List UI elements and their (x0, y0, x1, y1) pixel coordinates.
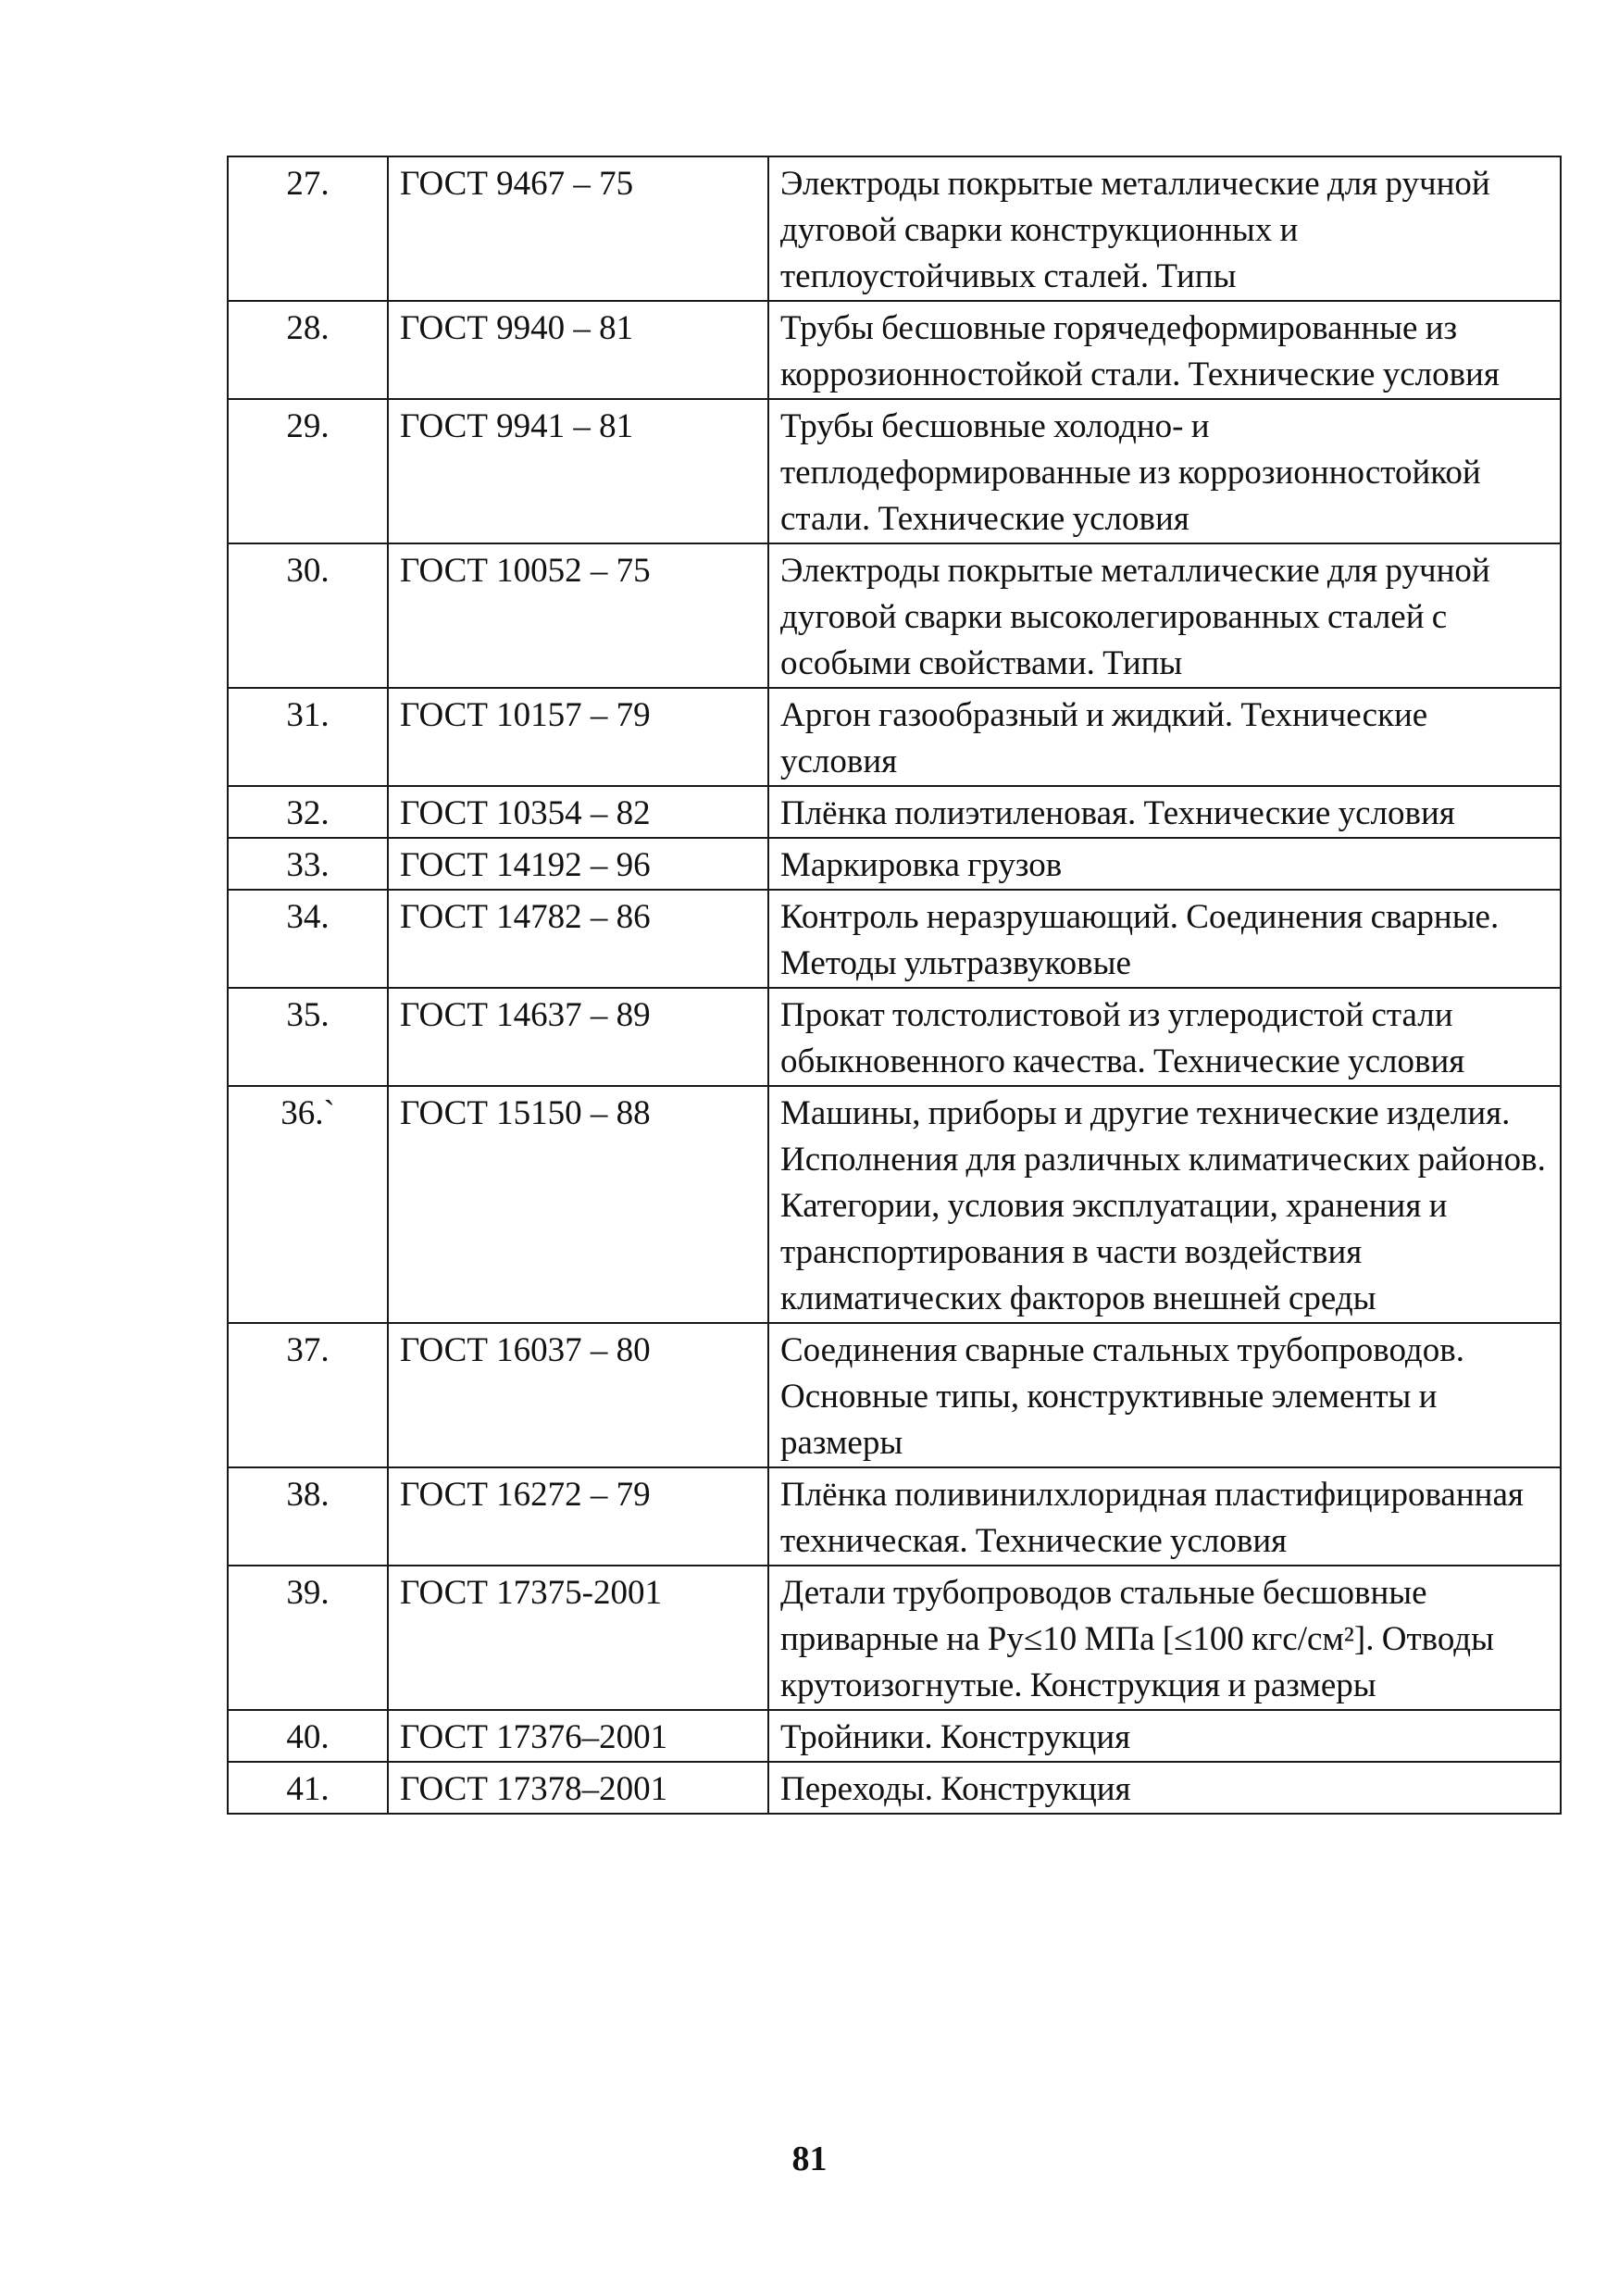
row-number-cell: 41. (228, 1762, 388, 1814)
row-number-cell: 28. (228, 301, 388, 399)
standard-title-cell: Электроды покрытые металлические для ручной дуговой сварки высоколегированных сталей с особыми свойствами. Типы (768, 543, 1561, 688)
row-number-cell: 31. (228, 688, 388, 786)
standard-code-cell: ГОСТ 14782 – 86 (388, 890, 768, 988)
row-number-cell: 27. (228, 156, 388, 301)
standard-code-cell: ГОСТ 9467 – 75 (388, 156, 768, 301)
standard-code-cell: ГОСТ 15150 – 88 (388, 1086, 768, 1323)
standard-title-cell: Контроль неразрушающий. Соединения сварные. Методы ультразвуковые (768, 890, 1561, 988)
row-number-cell: 32. (228, 786, 388, 838)
standard-title-cell: Электроды покрытые металлические для ручной дуговой сварки конструкционных и теплоустойчивых сталей. Типы (768, 156, 1561, 301)
table-row (228, 1566, 1561, 1710)
standards-table-body (228, 156, 1561, 1814)
standard-code-cell: ГОСТ 9941 – 81 (388, 399, 768, 543)
standard-title-cell: Трубы бесшовные горячедеформированные из коррозионностойкой стали. Технические условия (768, 301, 1561, 399)
standard-code-cell: ГОСТ 10157 – 79 (388, 688, 768, 786)
table-row (228, 399, 1561, 543)
standard-code-cell: ГОСТ 14192 – 96 (388, 838, 768, 890)
standard-title-cell: Трубы бесшовные холодно- и теплодеформированные из коррозионностойкой стали. Технические условия (768, 399, 1561, 543)
standard-title-cell: Маркировка грузов (768, 838, 1561, 890)
table-row (228, 1467, 1561, 1566)
standards-table (227, 156, 1562, 1815)
standard-code-cell: ГОСТ 10052 – 75 (388, 543, 768, 688)
table-row (228, 301, 1561, 399)
table-row (228, 988, 1561, 1086)
row-number-cell: 36.` (228, 1086, 388, 1323)
standard-code-cell: ГОСТ 14637 – 89 (388, 988, 768, 1086)
standard-title-cell: Тройники. Конструкция (768, 1710, 1561, 1762)
standard-title-cell: Аргон газообразный и жидкий. Технические условия (768, 688, 1561, 786)
row-number-cell: 34. (228, 890, 388, 988)
row-number-cell: 30. (228, 543, 388, 688)
standard-title-cell: Плёнка полиэтиленовая. Технические условия (768, 786, 1561, 838)
table-row (228, 786, 1561, 838)
standard-code-cell: ГОСТ 17378–2001 (388, 1762, 768, 1814)
row-number-cell: 37. (228, 1323, 388, 1467)
row-number-cell: 29. (228, 399, 388, 543)
standard-title-cell: Прокат толстолистовой из углеродистой стали обыкновенного качества. Технические условия (768, 988, 1561, 1086)
standard-code-cell: ГОСТ 17376–2001 (388, 1710, 768, 1762)
standard-code-cell: ГОСТ 9940 – 81 (388, 301, 768, 399)
table-row (228, 890, 1561, 988)
table-row (228, 1710, 1561, 1762)
standard-code-cell: ГОСТ 16272 – 79 (388, 1467, 768, 1566)
row-number-cell: 40. (228, 1710, 388, 1762)
row-number-cell: 38. (228, 1467, 388, 1566)
table-row (228, 1762, 1561, 1814)
table-row (228, 156, 1561, 301)
table-row (228, 838, 1561, 890)
row-number-cell: 35. (228, 988, 388, 1086)
page-number: 81 (791, 2140, 828, 2178)
table-row (228, 1323, 1561, 1467)
standard-title-cell: Переходы. Конструкция (768, 1762, 1561, 1814)
standard-title-cell: Плёнка поливинилхлоридная пластифицированная техническая. Технические условия (768, 1467, 1561, 1566)
row-number-cell: 39. (228, 1566, 388, 1710)
table-row (228, 688, 1561, 786)
standard-title-cell: Детали трубопроводов стальные бесшовные приварные на Pу≤10 МПа [≤100 кгс/см²]. Отводы крутоизогнутые. Конструкция и размеры (768, 1566, 1561, 1710)
standard-code-cell: ГОСТ 10354 – 82 (388, 786, 768, 838)
standard-title-cell: Соединения сварные стальных трубопроводов. Основные типы, конструктивные элементы и размеры (768, 1323, 1561, 1467)
standard-title-cell: Машины, приборы и другие технические изделия. Исполнения для различных климатических районов. Категории, условия эксплуатации, хранения и транспортирования в части воздействия климатических факторов внешней среды (768, 1086, 1561, 1323)
table-row (228, 543, 1561, 688)
table-row (228, 1086, 1561, 1323)
row-number-cell: 33. (228, 838, 388, 890)
standard-code-cell: ГОСТ 16037 – 80 (388, 1323, 768, 1467)
standard-code-cell: ГОСТ 17375-2001 (388, 1566, 768, 1710)
